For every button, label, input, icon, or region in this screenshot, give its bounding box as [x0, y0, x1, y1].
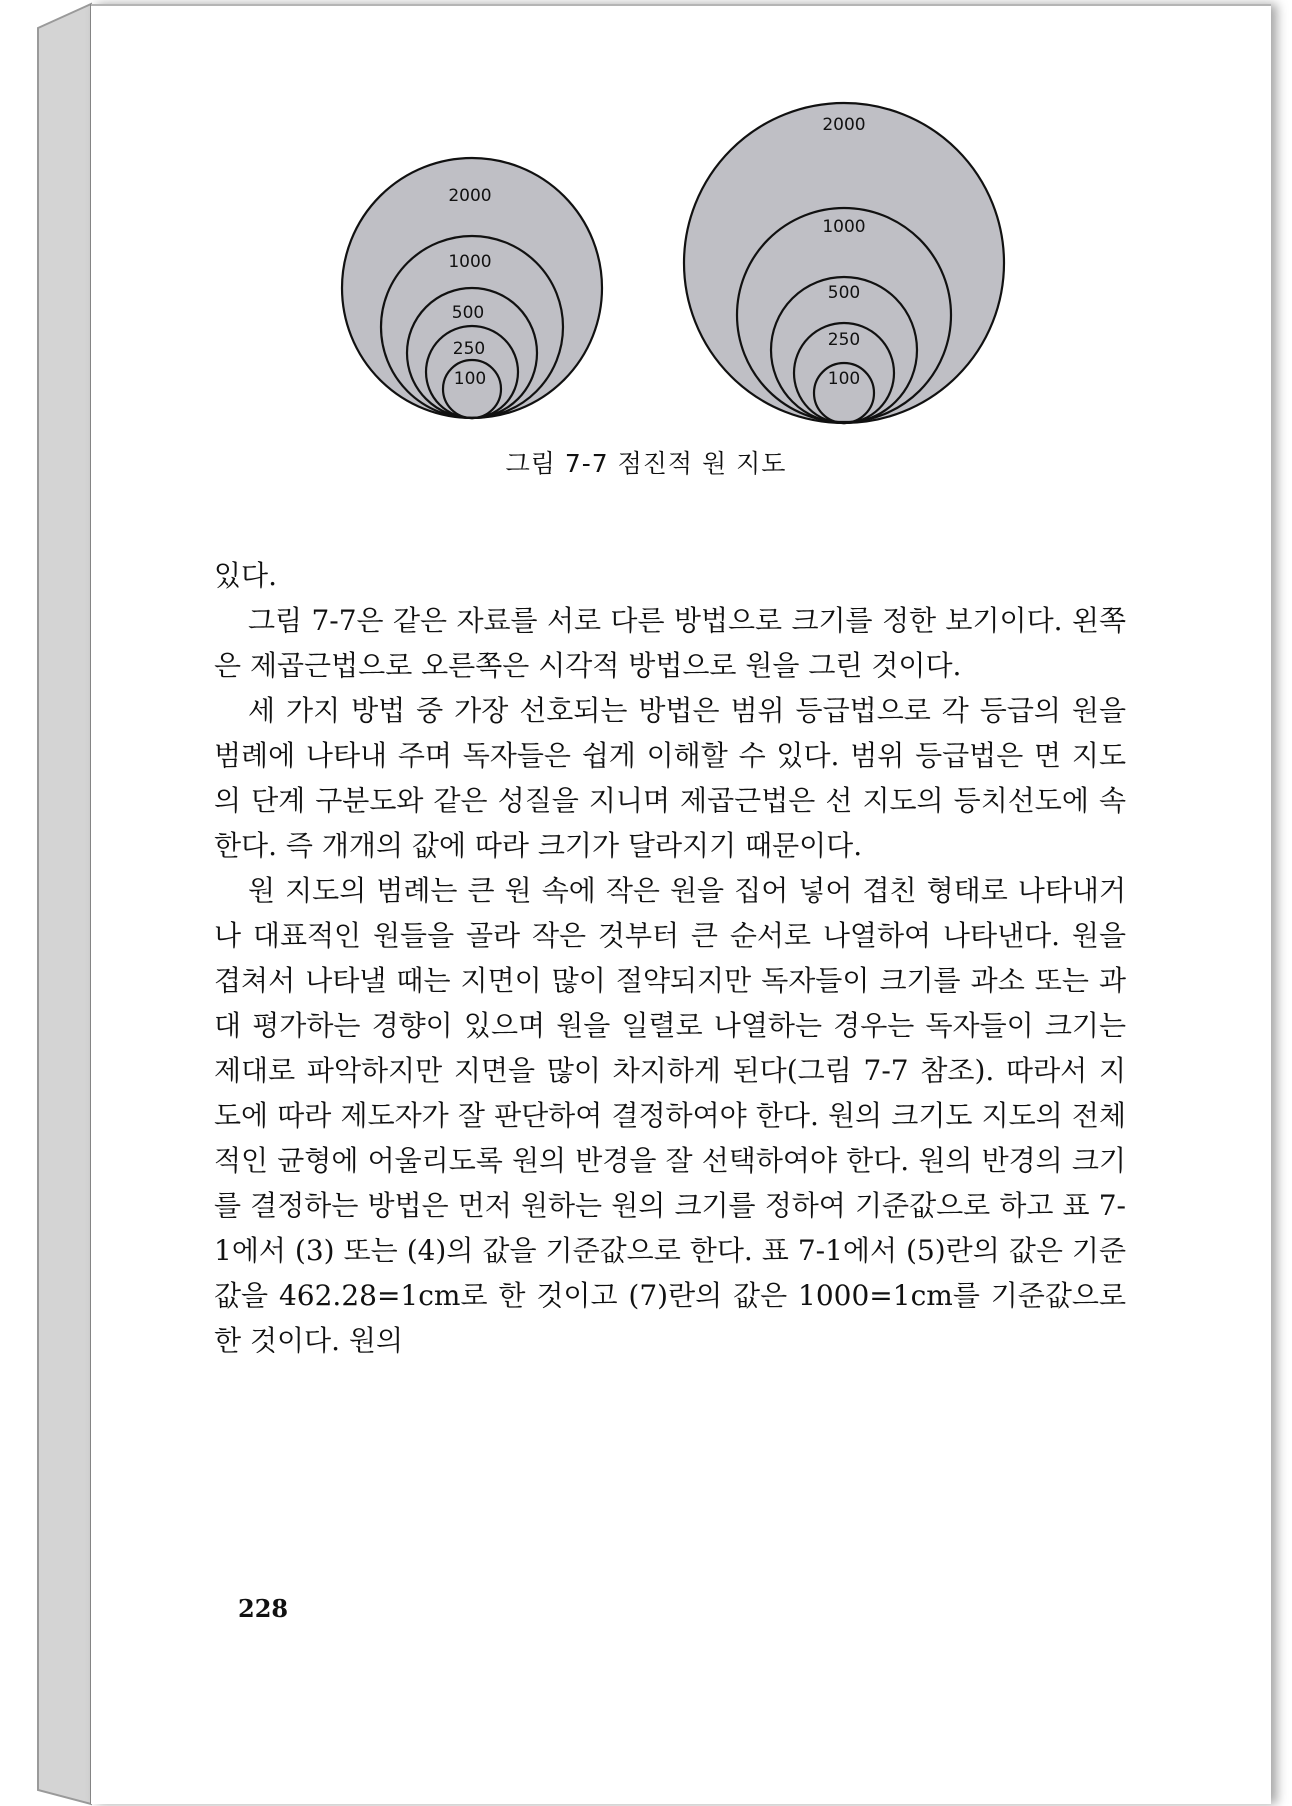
- left-label-2000: 2000: [448, 186, 492, 206]
- left-label-1000: 1000: [448, 252, 492, 272]
- graduated-circle-figure: [0, 0, 1292, 480]
- right-label-1000: 1000: [822, 217, 866, 237]
- paragraph-1: 그림 7-7은 같은 자료를 서로 다른 방법으로 크기를 정한 보기이다. 왼쪽은 제곱근법으로 오른쪽은 시각적 방법으로 원을 그린 것이다.: [214, 604, 1126, 682]
- paragraph-2: 세 가지 방법 중 가장 선호되는 방법은 범위 등급법으로 각 등급의 원을 범례에 나타내 주며 독자들은 쉽게 이해할 수 있다. 범위 등급법은 면 지도의 단계 구분도와 같은 성질을 지니며 제곱근법은 선 지도의 등치선도에 속한다. 즉 개개의 값에 따라 크기가 달라지기 때문이다.: [214, 694, 1126, 862]
- paragraph-3: 원 지도의 범례는 큰 원 속에 작은 원을 집어 넣어 겹친 형태로 나타내거나 대표적인 원들을 골라 작은 것부터 큰 순서로 나열하여 나타낸다. 원을 겹쳐서 나타낼 때는 지면이 많이 절약되지만 독자들이 크기를 과소 또는 과대 평가하는 경향이 있으며 원을 일렬로 나열하는 경우는 독자들이 크기는 제대로 파악하지만 지면을 많이 차지하게 된다(그림 7-7 참조). 따라서 지도에 따라 제도자가 잘 판단하여 결정하여야 한다. 원의 크기도 지도의 전체적인 균형에 어울리도록 원의 반경을 잘 선택하여야 한다. 원의 반경의 크기를 결정하는 방법은 먼저 원하는 원의 크기를 정하여 기준값으로 하고 표 7-1에서 (3) 또는 (4)의 값을 기준값으로 한다. 표 7-1에서 (5)란의 값은 기준 값을 462.28=1cm로 한 것이고 (7)란의 값은 1000=1cm를 기준값으로 한 것이다. 원의: [214, 874, 1127, 1357]
- right-label-100: 100: [827, 369, 861, 389]
- figure-caption: 그림 7-7 점진적 원 지도: [505, 449, 787, 478]
- right-label-2000: 2000: [822, 115, 866, 135]
- left-label-500: 500: [451, 303, 485, 323]
- left-label-100: 100: [453, 369, 487, 389]
- right-label-250: 250: [827, 330, 861, 350]
- body-text: [214, 553, 1126, 1363]
- paragraph-0: 있다.: [214, 559, 277, 592]
- page-number: 228: [238, 1594, 289, 1623]
- left-label-250: 250: [452, 339, 486, 359]
- right-label-500: 500: [827, 283, 861, 303]
